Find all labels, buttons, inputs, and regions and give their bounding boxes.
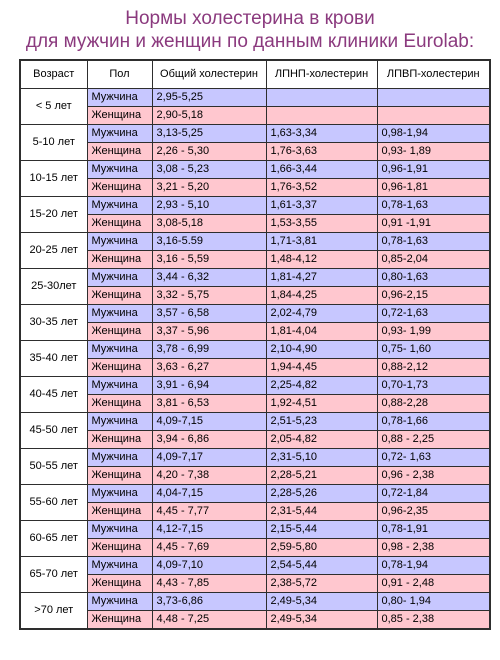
age-group-cell: 35-40 лет — [20, 340, 87, 376]
table-row — [20, 430, 490, 448]
ldl-cholesterol-cell: 1,92-4,51 — [266, 394, 377, 412]
total-cholesterol-cell: 3,63 - 6,27 — [152, 358, 266, 376]
sex-cell: Мужчина — [87, 88, 152, 106]
total-cholesterol-cell: 2,95-5,25 — [152, 88, 266, 106]
hdl-cholesterol-cell: 0,96-1,91 — [377, 160, 490, 178]
ldl-cholesterol-cell: 2,49-5,34 — [266, 592, 377, 610]
total-cholesterol-cell: 4,04-7,15 — [152, 484, 266, 502]
sex-cell: Женщина — [87, 538, 152, 556]
table-row — [20, 538, 490, 556]
cholesterol-norms-table — [19, 59, 491, 630]
sex-cell: Мужчина — [87, 232, 152, 250]
ldl-cholesterol-cell: 1,66-3,44 — [266, 160, 377, 178]
ldl-cholesterol-cell: 1,81-4,27 — [266, 268, 377, 286]
hdl-cholesterol-cell: 0,72- 1,63 — [377, 448, 490, 466]
total-cholesterol-cell: 3,57 - 6,58 — [152, 304, 266, 322]
title-line-2: для мужчин и женщин по данным клиники Eurolab: — [25, 31, 475, 52]
table-row — [20, 124, 490, 142]
hdl-cholesterol-cell: 0,88 - 2,25 — [377, 430, 490, 448]
table-row — [20, 592, 490, 610]
table-row — [20, 304, 490, 322]
sex-cell: Женщина — [87, 394, 152, 412]
sex-cell: Мужчина — [87, 124, 152, 142]
hdl-cholesterol-cell — [377, 106, 490, 124]
sex-cell: Женщина — [87, 430, 152, 448]
sex-cell: Женщина — [87, 142, 152, 160]
table-row — [20, 322, 490, 340]
ldl-cholesterol-cell — [266, 106, 377, 124]
ldl-cholesterol-cell: 2,28-5,26 — [266, 484, 377, 502]
table-row — [20, 88, 490, 106]
ldl-cholesterol-cell: 1,94-4,45 — [266, 358, 377, 376]
total-cholesterol-cell: 4,20 - 7,38 — [152, 466, 266, 484]
ldl-cholesterol-cell: 2,28-5,21 — [266, 466, 377, 484]
sex-cell: Мужчина — [87, 448, 152, 466]
header-sex: Пол — [87, 60, 152, 88]
table-row — [20, 556, 490, 574]
table-row — [20, 142, 490, 160]
age-group-cell: 65-70 лет — [20, 556, 87, 592]
age-group-cell: 30-35 лет — [20, 304, 87, 340]
ldl-cholesterol-cell: 2,38-5,72 — [266, 574, 377, 592]
total-cholesterol-cell: 3,32 - 5,75 — [152, 286, 266, 304]
sex-cell: Мужчина — [87, 520, 152, 538]
table-row — [20, 106, 490, 124]
hdl-cholesterol-cell: 0,72-1,63 — [377, 304, 490, 322]
ldl-cholesterol-cell: 2,59-5,80 — [266, 538, 377, 556]
table-row — [20, 178, 490, 196]
hdl-cholesterol-cell: 0,96 - 2,38 — [377, 466, 490, 484]
total-cholesterol-cell: 4,43 - 7,85 — [152, 574, 266, 592]
table-row — [20, 340, 490, 358]
table-row — [20, 520, 490, 538]
hdl-cholesterol-cell: 0,72-1,84 — [377, 484, 490, 502]
total-cholesterol-cell: 4,48 - 7,25 — [152, 610, 266, 629]
ldl-cholesterol-cell: 1,53-3,55 — [266, 214, 377, 232]
sex-cell: Мужчина — [87, 268, 152, 286]
total-cholesterol-cell: 3,81 - 6,53 — [152, 394, 266, 412]
hdl-cholesterol-cell: 0,78-1,91 — [377, 520, 490, 538]
header-ldl-cholesterol: ЛПНП-холестерин — [266, 60, 377, 88]
ldl-cholesterol-cell: 2,31-5,10 — [266, 448, 377, 466]
ldl-cholesterol-cell: 1,76-3,52 — [266, 178, 377, 196]
ldl-cholesterol-cell: 2,05-4,82 — [266, 430, 377, 448]
sex-cell: Мужчина — [87, 412, 152, 430]
table-row — [20, 232, 490, 250]
total-cholesterol-cell: 3,44 - 6,32 — [152, 268, 266, 286]
sex-cell: Мужчина — [87, 376, 152, 394]
ldl-cholesterol-cell: 1,63-3,34 — [266, 124, 377, 142]
table-row — [20, 574, 490, 592]
table-header-row — [20, 60, 490, 88]
hdl-cholesterol-cell: 0,78-1,66 — [377, 412, 490, 430]
ldl-cholesterol-cell: 2,31-5,44 — [266, 502, 377, 520]
total-cholesterol-cell: 3,21 - 5,20 — [152, 178, 266, 196]
hdl-cholesterol-cell: 0,78-1,94 — [377, 556, 490, 574]
total-cholesterol-cell: 3,08-5,18 — [152, 214, 266, 232]
table-row — [20, 502, 490, 520]
hdl-cholesterol-cell: 0,88-2,12 — [377, 358, 490, 376]
hdl-cholesterol-cell: 0,91 -1,91 — [377, 214, 490, 232]
ldl-cholesterol-cell — [266, 88, 377, 106]
sex-cell: Мужчина — [87, 484, 152, 502]
sex-cell: Женщина — [87, 502, 152, 520]
ldl-cholesterol-cell: 2,02-4,79 — [266, 304, 377, 322]
sex-cell: Женщина — [87, 214, 152, 232]
total-cholesterol-cell: 3,08 - 5,23 — [152, 160, 266, 178]
age-group-cell: 55-60 лет — [20, 484, 87, 520]
ldl-cholesterol-cell: 2,54-5,44 — [266, 556, 377, 574]
age-group-cell: 45-50 лет — [20, 412, 87, 448]
total-cholesterol-cell: 4,09-7,10 — [152, 556, 266, 574]
hdl-cholesterol-cell: 0,80- 1,94 — [377, 592, 490, 610]
hdl-cholesterol-cell — [377, 88, 490, 106]
ldl-cholesterol-cell: 1,84-4,25 — [266, 286, 377, 304]
hdl-cholesterol-cell: 0,78-1,63 — [377, 232, 490, 250]
hdl-cholesterol-cell: 0,80-1,63 — [377, 268, 490, 286]
sex-cell: Женщина — [87, 466, 152, 484]
sex-cell: Мужчина — [87, 304, 152, 322]
header-age: Возраст — [20, 60, 87, 88]
hdl-cholesterol-cell: 0,78-1,63 — [377, 196, 490, 214]
total-cholesterol-cell: 2,90-5,18 — [152, 106, 266, 124]
age-group-cell: 10-15 лет — [20, 160, 87, 196]
hdl-cholesterol-cell: 0,98-1,94 — [377, 124, 490, 142]
total-cholesterol-cell: 3,16-5.59 — [152, 232, 266, 250]
hdl-cholesterol-cell: 0,85 - 2,38 — [377, 610, 490, 629]
table-row — [20, 484, 490, 502]
sex-cell: Мужчина — [87, 592, 152, 610]
sex-cell: Мужчина — [87, 196, 152, 214]
sex-cell: Мужчина — [87, 556, 152, 574]
table-row — [20, 412, 490, 430]
age-group-cell: >70 лет — [20, 592, 87, 629]
hdl-cholesterol-cell: 0,75- 1,60 — [377, 340, 490, 358]
ldl-cholesterol-cell: 2,10-4,90 — [266, 340, 377, 358]
sex-cell: Женщина — [87, 106, 152, 124]
ldl-cholesterol-cell: 1,76-3,63 — [266, 142, 377, 160]
ldl-cholesterol-cell: 2,25-4,82 — [266, 376, 377, 394]
ldl-cholesterol-cell: 1,71-3,81 — [266, 232, 377, 250]
age-group-cell: 25-30лет — [20, 268, 87, 304]
total-cholesterol-cell: 3,73-6,86 — [152, 592, 266, 610]
sex-cell: Женщина — [87, 574, 152, 592]
table-row — [20, 358, 490, 376]
hdl-cholesterol-cell: 0,70-1,73 — [377, 376, 490, 394]
header-total-cholesterol: Общий холестерин — [152, 60, 266, 88]
hdl-cholesterol-cell: 0,96-2,15 — [377, 286, 490, 304]
hdl-cholesterol-cell: 0,98 - 2,38 — [377, 538, 490, 556]
title-line-1: Нормы холестерина в крови — [125, 8, 375, 29]
total-cholesterol-cell: 3,91 - 6,94 — [152, 376, 266, 394]
ldl-cholesterol-cell: 1,61-3,37 — [266, 196, 377, 214]
table-row — [20, 394, 490, 412]
ldl-cholesterol-cell: 2,15-5,44 — [266, 520, 377, 538]
total-cholesterol-cell: 4,45 - 7,69 — [152, 538, 266, 556]
table-row — [20, 250, 490, 268]
ldl-cholesterol-cell: 1,48-4,12 — [266, 250, 377, 268]
hdl-cholesterol-cell: 0,85-2,04 — [377, 250, 490, 268]
total-cholesterol-cell: 4,09-7,17 — [152, 448, 266, 466]
hdl-cholesterol-cell: 0,93- 1,89 — [377, 142, 490, 160]
total-cholesterol-cell: 2,26 - 5,30 — [152, 142, 266, 160]
sex-cell: Женщина — [87, 610, 152, 629]
age-group-cell: 50-55 лет — [20, 448, 87, 484]
header-hdl-cholesterol: ЛПВП-холестерин — [377, 60, 490, 88]
sex-cell: Мужчина — [87, 160, 152, 178]
table-row — [20, 214, 490, 232]
age-group-cell: < 5 лет — [20, 88, 87, 124]
sex-cell: Женщина — [87, 322, 152, 340]
table-row — [20, 286, 490, 304]
age-group-cell: 40-45 лет — [20, 376, 87, 412]
age-group-cell: 20-25 лет — [20, 232, 87, 268]
sex-cell: Мужчина — [87, 340, 152, 358]
table-row — [20, 376, 490, 394]
page-title — [0, 0, 500, 50]
age-group-cell: 15-20 лет — [20, 196, 87, 232]
table-row — [20, 466, 490, 484]
age-group-cell: 5-10 лет — [20, 124, 87, 160]
table-body — [20, 88, 490, 629]
hdl-cholesterol-cell: 0,96-1,81 — [377, 178, 490, 196]
total-cholesterol-cell: 3,78 - 6,99 — [152, 340, 266, 358]
age-group-cell: 60-65 лет — [20, 520, 87, 556]
hdl-cholesterol-cell: 0,96-2,35 — [377, 502, 490, 520]
total-cholesterol-cell: 3,13-5,25 — [152, 124, 266, 142]
total-cholesterol-cell: 2,93 - 5,10 — [152, 196, 266, 214]
total-cholesterol-cell: 3,37 - 5,96 — [152, 322, 266, 340]
table-row — [20, 610, 490, 629]
sex-cell: Женщина — [87, 286, 152, 304]
total-cholesterol-cell: 4,45 - 7,77 — [152, 502, 266, 520]
hdl-cholesterol-cell: 0,93- 1,99 — [377, 322, 490, 340]
total-cholesterol-cell: 4,12-7,15 — [152, 520, 266, 538]
table-row — [20, 448, 490, 466]
ldl-cholesterol-cell: 1,81-4,04 — [266, 322, 377, 340]
sex-cell: Женщина — [87, 250, 152, 268]
ldl-cholesterol-cell: 2,51-5,23 — [266, 412, 377, 430]
table-row — [20, 160, 490, 178]
total-cholesterol-cell: 4,09-7,15 — [152, 412, 266, 430]
ldl-cholesterol-cell: 2,49-5,34 — [266, 610, 377, 629]
total-cholesterol-cell: 3,94 - 6,86 — [152, 430, 266, 448]
hdl-cholesterol-cell: 0,91 - 2,48 — [377, 574, 490, 592]
sex-cell: Женщина — [87, 178, 152, 196]
table-row — [20, 196, 490, 214]
table-row — [20, 268, 490, 286]
total-cholesterol-cell: 3,16 - 5,59 — [152, 250, 266, 268]
sex-cell: Женщина — [87, 358, 152, 376]
hdl-cholesterol-cell: 0,88-2,28 — [377, 394, 490, 412]
